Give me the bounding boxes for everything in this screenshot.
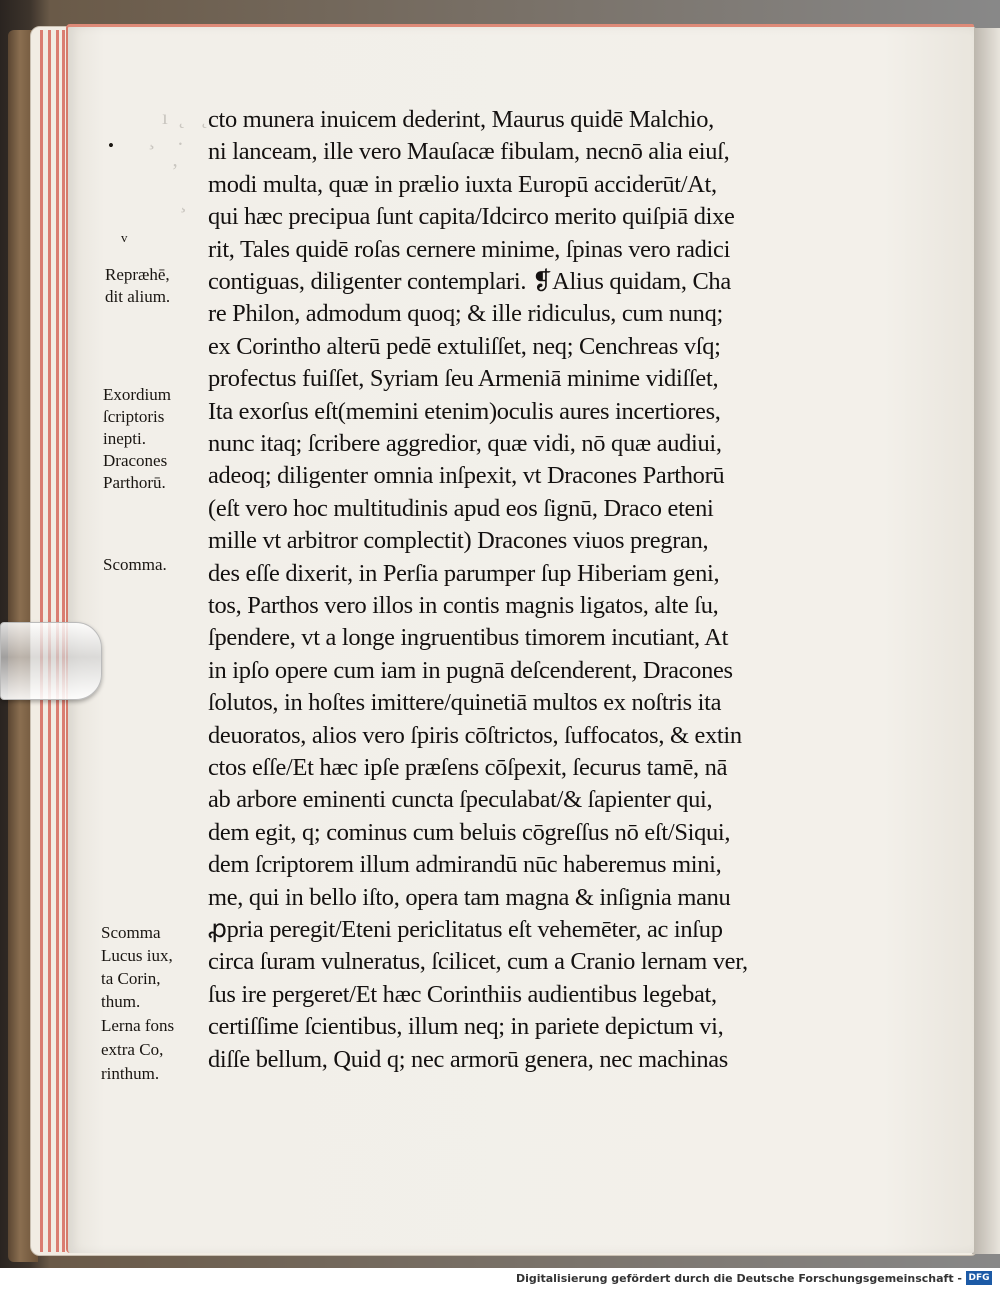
text-line: qui hæc precipua ſunt capita/Idcirco merito quiſpiā dixe: [208, 203, 735, 230]
text-line: deuoratos, alios vero ſpiris cōſtrictos, ſuffocatos, & extin: [208, 722, 742, 749]
text-line: Ita exorſus eſt(memini etenim)oculis aures incertiores,: [208, 398, 721, 425]
text-line: ctos eſſe/Et hæc ipſe præſens cōſpexit, ſecurus tamē, nā: [208, 754, 728, 781]
margin-note-line: dit alium.: [105, 287, 171, 306]
text-line: ni lanceam, ille vero Mauſacæ fibulam, necnō alia eiuſ,: [208, 138, 730, 165]
margin-note-line: Lerna fons: [101, 1016, 175, 1035]
margin-note-line: Scomma: [101, 923, 161, 942]
text-line: ab arbore eminenti cuncta ſpeculabat/& ſapienter qui,: [208, 786, 713, 813]
margin-note-line: extra Co,: [101, 1040, 164, 1059]
text-line: nunc itaq; ſcribere aggredior, quæ vidi, nō quæ audiui,: [208, 430, 722, 457]
margin-note-line: Exordium: [103, 385, 171, 404]
text-line: ſolutos, in hoſtes imittere/quinetiā multos ex noſtris ita: [208, 689, 722, 716]
text-line: dem egit, q; cominus cum beluis cōgreſſus nō eſt/Siqui,: [208, 819, 731, 846]
text-line: modi multa, quæ in prælio iuxta Europū acciderūt/At,: [208, 171, 717, 198]
text-line: des eſſe dixerit, in Perſia parumper ſup Hiberiam geni,: [208, 560, 720, 587]
text-line: re Philon, admodum quoq; & ille ridiculus, cum nunq;: [208, 300, 723, 327]
show-through-texture: ı ˛ ˛ ̧ . , ̧: [146, 105, 209, 213]
margin-note-line: Parthorū.: [103, 473, 166, 492]
text-line: certiſſime ſcientibus, illum neq; in pariete depictum vi,: [208, 1013, 724, 1040]
text-line: in ipſo opere cum iam in pugnā deſcenderent, Dracones: [208, 657, 733, 684]
text-line: (eſt vero hoc multitudinis apud eos ſignū, Draco eteni: [208, 495, 714, 522]
text-line: ſus ire pergeret/Et hæc Corinthiis audientibus legebat,: [208, 981, 717, 1008]
facing-page-edge: [972, 28, 1000, 1254]
text-line: cto munera inuicem dederint, Maurus quidē Malchio,: [208, 106, 715, 133]
margin-note-line: ſcriptoris: [103, 407, 165, 426]
text-line: adeoq; diligenter omnia inſpexit, vt Dracones Parthorū: [208, 462, 725, 489]
text-line: mille vt arbitror complectit) Dracones viuos pregran,: [208, 527, 709, 554]
text-line: diſſe bellum, Quid q; nec armorū genera, nec machinas: [208, 1046, 728, 1073]
margin-note-line: Repræhē,: [105, 265, 170, 284]
margin-note-line: Dracones: [103, 451, 168, 470]
margin-note-line: Scomma.: [103, 555, 167, 574]
margin-note-line: inepti.: [103, 429, 146, 448]
text-line: contiguas, diligenter contemplari. ❡Alius quidam, Cha: [208, 268, 731, 295]
margin-note-line: Lucus iux,: [101, 946, 173, 965]
text-line: ꝓpria peregit/Eteni periclitatus eſt vehemēter, ac inſup: [208, 916, 723, 943]
funding-note: Digitalisierung gefördert durch die Deutsche Forschungsgemeinschaft -: [515, 1272, 962, 1285]
text-line: ſpendere, vt a longe ingruentibus timorem incutiant, At: [208, 624, 729, 651]
text-line: circa ſuram vulneratus, ſcilicet, cum a Cranio lernam ver,: [208, 948, 748, 975]
margin-note-line: thum.: [101, 992, 141, 1011]
dfg-logo: DFG: [966, 1271, 992, 1285]
text-line: tos, Parthos vero illos in contis magnis ligatos, alte ſu,: [208, 592, 719, 619]
text-line: profectus fuiſſet, Syriam ſeu Armeniā minime vidiſſet,: [208, 365, 719, 392]
margin-mark: •: [108, 136, 114, 155]
text-line: ex Corintho alterū pedē extuliſſet, neq; Cenchreas vſq;: [208, 333, 721, 360]
bookmark-strip: [0, 622, 102, 700]
text-line: me, qui in bello iſto, opera tam magna & inſignia manu: [208, 884, 731, 911]
text-line: rit, Tales quidē roſas cernere minime, ſpinas vero radici: [208, 236, 731, 263]
margin-mark-v: v: [121, 230, 128, 245]
text-line: dem ſcriptorem illum admirandū nūc haberemus mini,: [208, 851, 722, 878]
margin-note-line: rinthum.: [101, 1064, 160, 1083]
margin-note-line: ta Corin,: [101, 969, 161, 988]
